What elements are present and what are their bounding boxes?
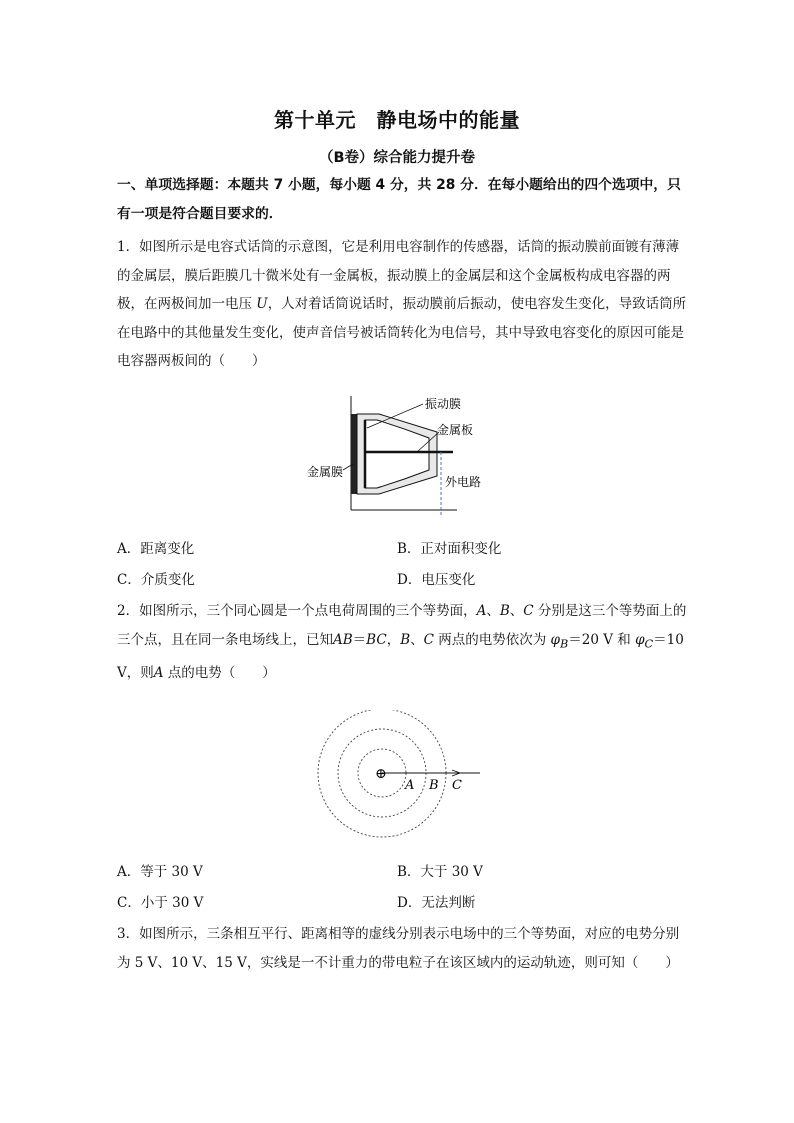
page-subtitle: （B卷）综合能力提升卷 <box>318 150 476 166</box>
q2-option-c: C．小于 30 V <box>117 895 204 911</box>
q2-option-a: A．等于 30 V <box>117 864 203 880</box>
section-heading: 一、单项选择题：本题共 7 小题，每小题 4 分，共 28 分．在每小题给出的四个选项中，只有一项是符合题目要求的． <box>117 177 681 222</box>
label-membrane: 振动膜 <box>425 397 462 411</box>
q1-option-a: A．距离变化 <box>117 541 195 557</box>
question-2-figure <box>310 710 490 840</box>
q2-option-d: D．无法判断 <box>397 895 476 911</box>
question-2-stem: 2．如图所示，三个同心圆是一个点电荷周围的三个等势面，A、B、C 分别是这三个等势面上的三个点，且在同一条电场线上，已知AB＝BC，B、C 两点的电势依次为 $\varphi_B=20$ V 和 $\varphi_C=10$ V，则A 点的电势（ ） <box>117 603 687 681</box>
question-1-stem: 1．如图所示是电容式话筒的示意图，它是利用电容制作的传感器，话筒的振动膜前面镀有薄薄的金属层，膜后距膜几十微米处有一金属板，振动膜上的金属层和这个金属板构成电容器的两极，在两极间加一电压 U，人对着话筒说话时，振动膜前后振动，使电容发生变化，导致话筒所在电路中的其他量发生变化，使声音信号被话筒转化为电信号，其中导致电容变化的原因可能是电容器两板间的（ ） <box>117 239 687 369</box>
label-metal-plate: 金属板 <box>437 423 474 437</box>
q1-option-b: B．正对面积变化 <box>397 541 502 557</box>
q1-option-d: D．电压变化 <box>397 572 476 588</box>
label-point-a: A <box>405 778 415 793</box>
label-point-b: B <box>429 778 439 793</box>
question-3-stem: 3．如图所示，三条相互平行、距离相等的虚线分别表示电场中的三个等势面，对应的电势分别为 5 V、10 V、15 V，实线是一不计重力的带电粒子在该区域内的运动轨迹，则可知（ ） <box>117 926 680 971</box>
q2-option-b: B．大于 30 V <box>397 864 483 880</box>
label-external-circuit: 外电路 <box>445 475 482 489</box>
point-charge: ⊕ <box>375 766 387 782</box>
page-title: 第十单元 静电场中的能量 <box>274 108 520 132</box>
label-metal-film: 金属膜 <box>307 465 344 479</box>
question-1-figure <box>305 388 495 516</box>
label-point-c: C <box>452 778 462 793</box>
q1-option-c: C．介质变化 <box>117 572 195 588</box>
